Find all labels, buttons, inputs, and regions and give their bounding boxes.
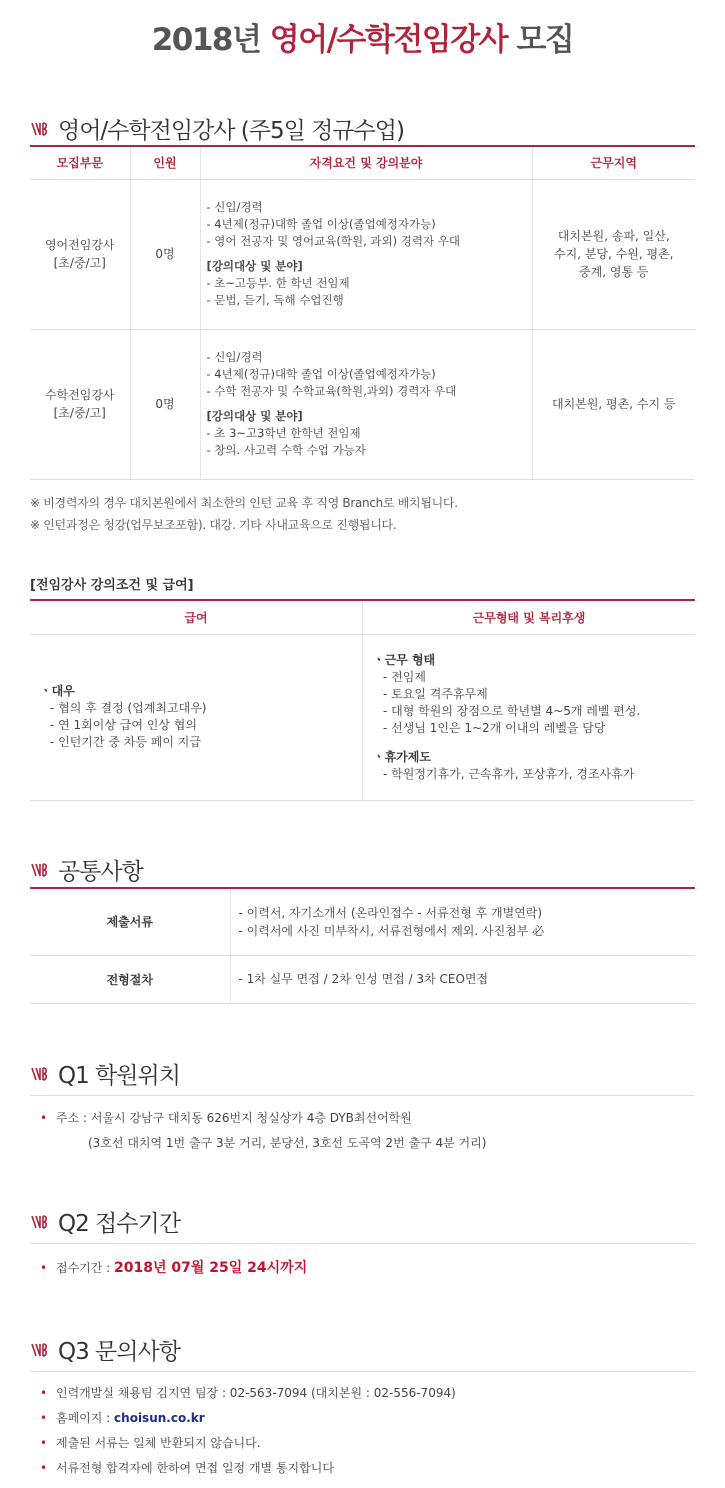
area-line: 중계, 영통 등 bbox=[579, 265, 649, 279]
work-title: ㆍ근무 형태 bbox=[373, 652, 436, 667]
work-item: - 선생님 1인은 1~2개 이내의 레벨을 담당 bbox=[383, 720, 606, 735]
requirement-item: - 초~고등부. 한 학년 전임제 bbox=[206, 276, 350, 290]
list-item bbox=[40, 1456, 456, 1481]
bullet-icon: • bbox=[40, 1261, 48, 1275]
pay-item: - 협의 후 결정 (업계최고대우) bbox=[50, 701, 207, 715]
conditions-heading: [전임강사 강의조건 및 급여] bbox=[30, 578, 194, 593]
location-list bbox=[40, 1106, 486, 1156]
title-year: 2018년 bbox=[151, 22, 270, 58]
divider bbox=[30, 1243, 695, 1244]
section-recruit-title: 영어/수학전임강사 (주5일 정규수업) bbox=[58, 118, 405, 144]
recruit-table-header bbox=[30, 147, 695, 179]
leave-title: ㆍ휴가제도 bbox=[373, 749, 431, 764]
pay-item: - 연 1회이상 급여 인상 협의 bbox=[50, 718, 197, 732]
section-common-title: 공통사항 bbox=[58, 859, 143, 885]
homepage-label: 홈페이지 : bbox=[56, 1411, 115, 1425]
header-requirements: 자격요건 및 강의분야 bbox=[200, 147, 532, 179]
bullet-icon: • bbox=[40, 1436, 48, 1450]
common-value-line: - 이력서, 자기소개서 (온라인접수 - 서류전형 후 개별연락) bbox=[238, 905, 543, 920]
table-row bbox=[30, 179, 695, 329]
count-cell: 0명 bbox=[130, 179, 200, 329]
section-bullet-icon bbox=[30, 1341, 48, 1359]
location-directions: (3호선 대치역 1번 출구 3분 거리, 분당선, 3호선 도곡역 2번 출구 4분 거리) bbox=[88, 1136, 487, 1150]
area-cell bbox=[532, 329, 695, 479]
homepage-link[interactable]: choisun.co.kr bbox=[114, 1411, 205, 1425]
bullet-icon: • bbox=[40, 1411, 48, 1425]
list-item bbox=[40, 1106, 486, 1131]
common-value bbox=[230, 955, 695, 1003]
requirement-item: - 4년제(정규)대학 졸업 이상(졸업예정자가능) bbox=[206, 367, 436, 381]
work-item: - 전임제 bbox=[383, 669, 426, 684]
bullet-icon: • bbox=[40, 1386, 48, 1400]
section-recruit-header bbox=[30, 112, 404, 145]
section-contact-title: Q3 문의사항 bbox=[58, 1339, 180, 1365]
period-label: 접수기간 : bbox=[56, 1261, 115, 1275]
section-location-header bbox=[30, 1057, 180, 1090]
common-value-line: - 1차 실무 면접 / 2차 인성 면접 / 3차 CEO면접 bbox=[238, 972, 489, 986]
notes bbox=[30, 492, 458, 536]
pay-title: ㆍ대우 bbox=[40, 684, 75, 698]
dept-name: 영어전임강사 bbox=[44, 238, 115, 252]
area-line: 수지, 분당, 수원, 평촌, bbox=[554, 247, 674, 261]
requirement-item: - 신입/경력 bbox=[206, 200, 263, 214]
recruit-table bbox=[30, 147, 695, 480]
header-pay: 급여 bbox=[30, 601, 363, 634]
contact-note: 서류전형 합격자에 한하여 면접 일정 개별 통지합니다 bbox=[56, 1461, 334, 1475]
note-item: ※ 비경력자의 경우 대치본원에서 최소한의 인턴 교육 후 직영 Branch로 배치됩니다. bbox=[30, 496, 458, 510]
requirement-item: - 4년제(정규)대학 졸업 이상(졸업예정자가능) bbox=[206, 217, 436, 231]
common-label: 전형절차 bbox=[30, 955, 230, 1003]
period-list bbox=[40, 1256, 307, 1281]
section-bullet-icon bbox=[30, 1065, 48, 1083]
contact-phone: 인력개발실 채용팀 김지연 팀장 : 02-563-7094 (대치본원 : 02-556-7094) bbox=[56, 1386, 456, 1400]
common-table bbox=[30, 889, 695, 1004]
section-bullet-icon bbox=[30, 1213, 48, 1231]
pay-cell bbox=[30, 634, 363, 800]
note-item: ※ 인턴과정은 청강(업무보조포함). 대강. 기타 사내교육으로 진행됩니다. bbox=[30, 518, 397, 532]
page-title bbox=[0, 14, 725, 59]
bullet-icon: • bbox=[40, 1461, 48, 1475]
header-count: 인원 bbox=[130, 147, 200, 179]
dept-name: 수학전임강사 bbox=[44, 388, 115, 402]
section-contact-header bbox=[30, 1333, 180, 1366]
dept-cell bbox=[30, 329, 130, 479]
requirements-cell bbox=[200, 179, 532, 329]
table-row bbox=[30, 329, 695, 479]
requirements-cell bbox=[200, 329, 532, 479]
header-benefits: 근무형태 및 복리후생 bbox=[363, 601, 696, 634]
section-common-header bbox=[30, 853, 143, 886]
section-bullet-icon bbox=[30, 120, 48, 138]
location-address: 주소 : 서울시 강남구 대치동 626번지 청실상가 4층 DYB최선어학원 bbox=[56, 1111, 412, 1125]
requirement-subheading: [강의대상 및 분야] bbox=[206, 259, 303, 273]
list-item bbox=[40, 1381, 456, 1406]
section-period-header bbox=[30, 1205, 180, 1238]
table-row bbox=[30, 889, 695, 955]
contact-list bbox=[40, 1381, 456, 1481]
requirement-item: - 수학 전공자 및 수학교육(학원,과외) 경력자 우대 bbox=[206, 384, 457, 398]
work-item: - 대형 학원의 장점으로 학년별 4~5개 레벨 편성. bbox=[383, 703, 641, 718]
header-area: 근무지역 bbox=[532, 147, 695, 179]
title-highlight: 영어/수학전임강사 bbox=[269, 22, 508, 58]
divider bbox=[30, 1095, 695, 1096]
requirement-item: - 신입/경력 bbox=[206, 350, 263, 364]
divider bbox=[30, 1371, 695, 1372]
area-line: 대치본원, 평촌, 수지 등 bbox=[552, 397, 676, 411]
conditions-table bbox=[30, 601, 695, 801]
requirement-item: - 영어 전공자 및 영어교육(학원, 과외) 경력자 우대 bbox=[206, 234, 460, 248]
section-location-title: Q1 학원위치 bbox=[58, 1063, 180, 1089]
dept-cell bbox=[30, 179, 130, 329]
benefits-cell bbox=[363, 634, 696, 800]
title-rest: 모집 bbox=[507, 22, 574, 58]
pay-item: - 인턴기간 중 차등 페이 지급 bbox=[50, 735, 201, 749]
common-value-line: - 이력서에 사진 미부착시, 서류전형에서 제외. 사진첨부 必 bbox=[238, 923, 545, 938]
contact-note: 제출된 서류는 일체 반환되지 않습니다. bbox=[56, 1436, 261, 1450]
list-item bbox=[40, 1406, 456, 1431]
header-dept: 모집부문 bbox=[30, 147, 130, 179]
dept-level: [초/중/고] bbox=[53, 256, 106, 270]
requirement-item: - 초 3~고3학년 한학년 전임제 bbox=[206, 426, 361, 440]
table-row bbox=[30, 634, 695, 800]
requirement-item: - 문법, 듣기, 독해 수업진행 bbox=[206, 293, 344, 307]
dept-level: [초/중/고] bbox=[53, 406, 106, 420]
area-cell bbox=[532, 179, 695, 329]
list-item bbox=[40, 1431, 456, 1456]
leave-item: - 학원정기휴가, 근속휴가, 포상휴가, 경조사휴가 bbox=[383, 766, 635, 781]
bullet-icon: • bbox=[40, 1111, 48, 1125]
area-line: 대치본원, 송파, 일산, bbox=[557, 229, 670, 243]
count-cell: 0명 bbox=[130, 329, 200, 479]
section-bullet-icon bbox=[30, 861, 48, 879]
requirement-subheading: [강의대상 및 분야] bbox=[206, 409, 303, 423]
work-item: - 토요일 격주휴무제 bbox=[383, 686, 488, 701]
list-item bbox=[40, 1256, 307, 1281]
conditions-header bbox=[30, 601, 695, 634]
section-period-title: Q2 접수기간 bbox=[58, 1211, 180, 1237]
table-row bbox=[30, 955, 695, 1003]
common-label: 제출서류 bbox=[30, 889, 230, 955]
common-value bbox=[230, 889, 695, 955]
period-value: 2018년 07월 25일 24시까지 bbox=[114, 1260, 308, 1276]
requirement-item: - 창의. 사고력 수학 수업 가능자 bbox=[206, 443, 366, 457]
